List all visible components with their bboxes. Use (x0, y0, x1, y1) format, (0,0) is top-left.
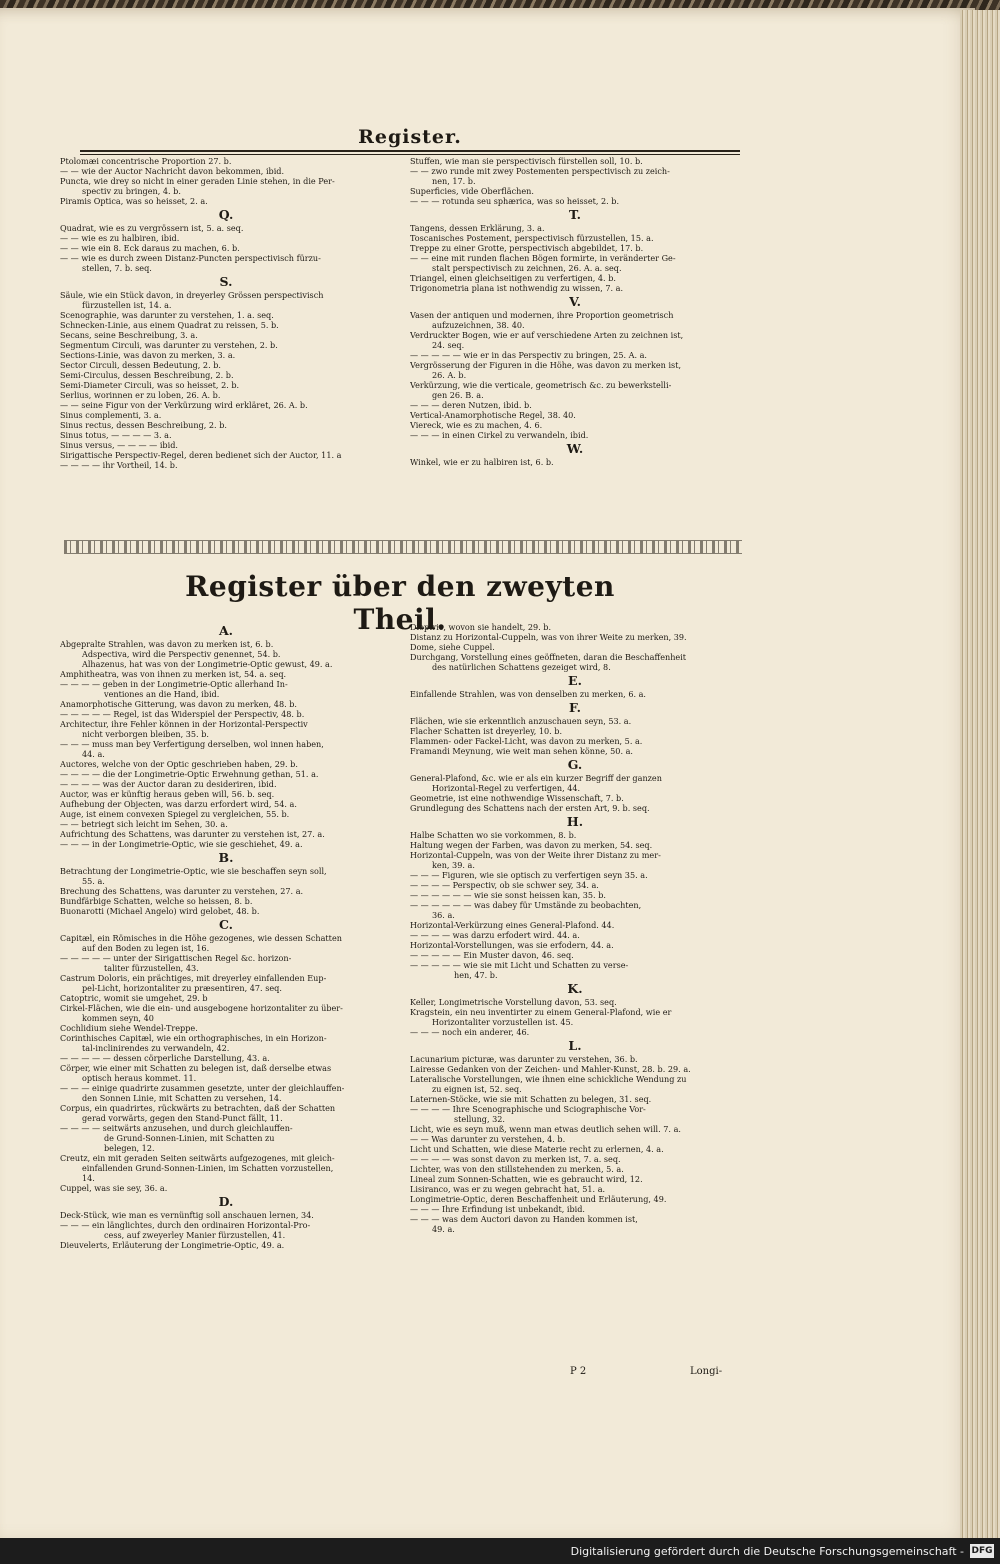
index-entry: — — wie es durch zween Distanz-Puncten perspectivisch fürzu- (60, 253, 321, 263)
index-entry: Licht und Schatten, wie diese Materie recht zu erlernen, 4. a. (410, 1144, 664, 1154)
index-entry: Auctores, welche von der Optic geschrieben haben, 29. b. (60, 759, 298, 769)
index-entry: Einfallende Strahlen, was von denselben zu merken, 6. a. (410, 689, 647, 699)
index-column-bottom-right (410, 622, 740, 1234)
index-entry: — — zwo runde mit zwey Postementen perspectivisch zu zeich- (410, 166, 670, 176)
index-entry: — — — — was sonst davon zu merken ist, 7. a. seq. (410, 1154, 621, 1164)
index-entry: Framandi Meynung, wie weit man sehen könne, 50. a. (410, 746, 633, 756)
index-entry: Tangens, dessen Erklärung, 3. a. (410, 223, 545, 233)
index-entry: Triangel, einen gleichseitigen zu verfertigen, 4. b. (410, 273, 616, 283)
index-entry: gen 26. B. a. (432, 390, 484, 400)
index-entry: den Sonnen Linie, mit Schatten zu versehen, 14. (82, 1093, 282, 1103)
index-entry: Vertical-Anamorphotische Regel, 38. 40. (410, 410, 576, 420)
index-letter-heading: E. (568, 673, 582, 688)
index-entry: Lairesse Gedanken von der Zeichen- und Mahler-Kunst, 28. b. 29. a. (410, 1064, 691, 1074)
index-entry: fürzustellen ist, 14. a. (82, 300, 172, 310)
index-entry: Deck-Stück, wie man es vernünftig soll anschauen lernen, 34. (60, 1210, 314, 1220)
index-entry: Quadrat, wie es zu vergrössern ist, 5. a. seq. (60, 223, 244, 233)
index-entry: optisch heraus kommet. 11. (82, 1073, 197, 1083)
index-letter-heading: W. (566, 441, 584, 456)
index-entry: taliter fürzustellen, 43. (104, 963, 199, 973)
index-entry: — — — muss man bey Verfertigung derselben, wol innen haben, (60, 739, 324, 749)
index-entry: nicht verborgen bleiben, 35. b. (82, 729, 209, 739)
footer-credit: Digitalisierung gefördert durch die Deutsche Forschungsgemeinschaft - (570, 1545, 964, 1558)
index-entry: — — — — die der Longimetrie-Optic Erwehnung gethan, 51. a. (60, 769, 319, 779)
index-entry: General-Plafond, &c. wie er als ein kurzer Begriff der ganzen (410, 773, 662, 783)
index-entry: Lichter, was von den stillstehenden zu merken, 5. a. (410, 1164, 624, 1174)
page-edges (960, 10, 1000, 1538)
index-entry: cess, auf zweyerley Manier fürzustellen, 41. (104, 1230, 286, 1240)
index-entry: — — — einige quadrirte zusammen gesetzte, unter der gleichlauffen- (60, 1083, 345, 1093)
index-entry: Sinus rectus, dessen Beschreibung, 2. b. (60, 420, 227, 430)
index-entry: Toscanisches Postement, perspectivisch fürzustellen, 15. a. (410, 233, 654, 243)
index-entry: Horizontaliter vorzustellen ist. 45. (432, 1017, 574, 1027)
index-entry: 24. seq. (432, 340, 465, 350)
index-entry: — — — — — wie er in das Perspectiv zu bringen, 25. A. a. (410, 350, 647, 360)
index-entry: Secans, seine Beschreibung, 3. a. (60, 330, 198, 340)
index-entry: Cuppel, was sie sey, 36. a. (60, 1183, 168, 1193)
index-entry: Longimetrie-Optic, deren Beschaffenheit und Erläuterung, 49. (410, 1194, 667, 1204)
index-entry: Architectur, ihre Fehler können in der Horizontal-Perspectiv (60, 719, 308, 729)
index-entry: Serlius, worinnen er zu loben, 26. A. b. (60, 390, 221, 400)
signature-mark: P 2 (570, 1366, 587, 1377)
index-entry: — — — rotunda seu sphærica, was so heisset, 2. b. (410, 196, 620, 206)
index-entry: Aufhebung der Objecten, was darzu erfordert wird, 54. a. (60, 799, 297, 809)
index-entry: Sinus versus, — — — — ibid. (60, 440, 178, 450)
index-entry: Flacher Schatten ist dreyerley, 10. b. (410, 726, 563, 736)
index-entry: stellung, 32. (454, 1114, 505, 1124)
index-letter-heading: L. (568, 1038, 582, 1053)
index-entry: Horizontal-Regel zu verfertigen, 44. (432, 783, 581, 793)
index-entry: — — wie ein 8. Eck daraus zu machen, 6. b. (60, 243, 240, 253)
index-letter-heading: G. (567, 757, 583, 772)
index-entry: gerad vorwärts, gegen den Stand-Punct fällt, 11. (82, 1113, 283, 1123)
index-entry: Catoptric, womit sie umgehet, 29. b (60, 993, 208, 1003)
index-entry: stellen, 7. b. seq. (82, 263, 152, 273)
index-entry: Capitæl, ein Römisches in die Höhe gezogenes, wie dessen Schatten (60, 933, 342, 943)
index-entry: Lisiranco, was er zu wegen gebracht hat, 51. a. (410, 1184, 606, 1194)
index-entry: Brechung des Schattens, was darunter zu verstehen, 27. a. (60, 886, 304, 896)
index-entry: Keller, Longimetrische Vorstellung davon, 53. seq. (410, 997, 617, 1007)
index-column-bottom-left (60, 622, 392, 1250)
index-entry: Verdruckter Bogen, wie er auf verschiedene Arten zu zeichnen ist, (410, 330, 684, 340)
index-entry: aufzuzeichnen, 38. 40. (432, 320, 525, 330)
index-entry: Adspectiva, wird die Perspectiv genennet, 54. b. (82, 649, 281, 659)
index-entry: belegen, 12. (104, 1143, 155, 1153)
index-entry: ventiones an die Hand, ibid. (104, 689, 220, 699)
index-entry: Sirigattische Perspectiv-Regel, deren bedienet sich der Auctor, 11. a (60, 450, 342, 460)
index-entry: einfallenden Grund-Sonnen-Linien, im Schatten vorzustellen, (82, 1163, 334, 1173)
index-entry: Licht, wie es seyn muß, wenn man etwas deutlich sehen will. 7. a. (410, 1124, 681, 1134)
index-entry: — — — was dem Auctori davon zu Handen kommen ist, (410, 1214, 638, 1224)
index-entry: Kragstein, ein neu inventirter zu einem General-Plafond, wie er (410, 1007, 672, 1017)
index-entry: pel-Licht, horizontaliter zu præsentiren, 47. seq. (82, 983, 282, 993)
index-entry: Dieuvelerts, Erläuterung der Longimetrie-Optic, 49. a. (60, 1240, 285, 1250)
index-entry: Flammen- oder Fackel-Licht, was davon zu merken, 5. a. (410, 736, 643, 746)
page-title: Register. (358, 126, 462, 148)
index-entry: Scenographie, was darunter zu verstehen, 1. a. seq. (60, 310, 274, 320)
index-entry: 26. A. b. (432, 370, 467, 380)
index-entry: Vasen der antiquen und modernen, ihre Proportion geometrisch (410, 310, 674, 320)
index-entry: zu eignen ist, 52. seq. (432, 1084, 522, 1094)
index-entry: Semi-Circulus, dessen Beschreibung, 2. b. (60, 370, 234, 380)
index-entry: stalt perspectivisch zu zeichnen, 26. A. a. seq. (432, 263, 622, 273)
index-entry: Stuffen, wie man sie perspectivisch fürstellen soll, 10. b. (410, 156, 643, 166)
catchword: Longi- (690, 1366, 723, 1377)
index-entry: Säule, wie ein Stück davon, in dreyerley Grössen perspectivisch (60, 290, 324, 300)
index-letter-heading: Q. (218, 207, 234, 222)
index-entry: — — — — seitwärts anzusehen, und durch gleichlauffen- (60, 1123, 293, 1133)
index-entry: — — — — — Ein Muster davon, 46. seq. (410, 950, 574, 960)
index-entry: — — — — Ihre Scenographische und Sciographische Vor- (410, 1104, 646, 1114)
index-letter-heading: K. (567, 981, 583, 996)
index-entry: Cörper, wie einer mit Schatten zu belegen ist, daß derselbe etwas (60, 1063, 332, 1073)
index-entry: — — wie der Auctor Nachricht davon bekommen, ibid. (60, 166, 285, 176)
index-entry: Creutz, ein mit geraden Seiten seitwärts aufgezogenes, mit gleich- (60, 1153, 335, 1163)
index-entry: Alhazenus, hat was von der Longimetrie-Optic gewust, 49. a. (82, 659, 333, 669)
index-entry: Dioptric, wovon sie handelt, 29. b. (410, 622, 552, 632)
index-entry: Castrum Doloris, ein prächtiges, mit dreyerley einfallenden Eup- (60, 973, 327, 983)
dfg-logo: DFG (971, 1546, 993, 1556)
index-entry: nen, 17. b. (432, 176, 476, 186)
index-entry: — — — — — — was dabey für Umstände zu beobachten, (410, 900, 642, 910)
index-entry: 44. a. (82, 749, 105, 759)
index-entry: Winkel, wie er zu halbiren ist, 6. b. (410, 457, 554, 467)
index-entry: Abgepralte Strahlen, was davon zu merken ist, 6. b. (60, 639, 274, 649)
index-entry: ken, 39. a. (432, 860, 475, 870)
index-entry: auf den Boden zu legen ist, 16. (82, 943, 210, 953)
index-entry: Sector Circuli, dessen Bedeutung, 2. b. (60, 360, 221, 370)
index-entry: de Grund-Sonnen-Linien, mit Schatten zu (104, 1133, 275, 1143)
index-letter-heading: A. (218, 623, 234, 638)
index-entry: Segmentum Circuli, was darunter zu verstehen, 2. b. (60, 340, 278, 350)
index-letter-heading: D. (218, 1194, 234, 1209)
index-entry: kommen seyn, 40 (82, 1013, 154, 1023)
index-entry: Verkürzung, wie die verticale, geometrisch &c. zu bewerkstelli- (410, 380, 672, 390)
index-entry: — — — noch ein anderer, 46. (410, 1027, 530, 1037)
index-entry: — — — in einen Cirkel zu verwandeln, ibid. (410, 430, 589, 440)
index-entry: Horizontal-Verkürzung eines General-Plafond. 44. (410, 920, 615, 930)
index-entry: Dome, siehe Cuppel. (410, 642, 495, 652)
index-entry: Vergrösserung der Figuren in die Höhe, was davon zu merken ist, (410, 360, 682, 370)
ornamental-divider (64, 540, 742, 554)
index-entry: 36. a. (432, 910, 455, 920)
index-entry: Lacunarium picturæ, was darunter zu verstehen, 36. b. (410, 1054, 638, 1064)
index-entry: tal-inclinirendes zu verwandeln, 42. (82, 1043, 230, 1053)
index-entry: Halbe Schatten wo sie vorkommen, 8. b. (410, 830, 577, 840)
index-letter-heading: S. (219, 274, 233, 289)
header-rule (80, 150, 740, 155)
index-entry: Sinus totus, — — — — 3. a. (60, 430, 172, 440)
index-entry: Sinus complementi, 3. a. (60, 410, 162, 420)
index-entry: Flächen, wie sie erkenntlich anzuschauen seyn, 53. a. (410, 716, 632, 726)
index-column-top-right (410, 156, 740, 467)
index-column-top-left (60, 156, 392, 470)
index-entry: Puncta, wie drey so nicht in einer geraden Linie stehen, in die Per- (60, 176, 335, 186)
index-entry: Haltung wegen der Farben, was davon zu merken, 54. seq. (410, 840, 653, 850)
index-entry: Buonarotti (Michael Angelo) wird gelobet, 48. b. (60, 906, 260, 916)
index-entry: 14. (82, 1173, 95, 1183)
index-entry: — — — — ihr Vortheil, 14. b. (60, 460, 178, 470)
index-entry: Ptolomæi concentrische Proportion 27. b. (60, 156, 232, 166)
index-entry: Superficies, vide Oberflächen. (410, 186, 534, 196)
index-entry: Semi-Diameter Circuli, was so heisset, 2. b. (60, 380, 240, 390)
index-entry: — — eine mit runden flachen Bögen formirte, in veränderter Ge- (410, 253, 676, 263)
index-entry: — — wie es zu halbiren, ibid. (60, 233, 180, 243)
index-letter-heading: V. (569, 294, 581, 309)
index-entry: Laternen-Stöcke, wie sie mit Schatten zu belegen, 31. seq. (410, 1094, 652, 1104)
index-entry: Durchgang, Vorstellung eines geöffneten, daran die Beschaffenheit (410, 652, 687, 662)
index-letter-heading: H. (566, 814, 584, 829)
index-entry: Aufrichtung des Schattens, was darunter zu verstehen ist, 27. a. (60, 829, 325, 839)
index-entry: Lineal zum Sonnen-Schatten, wie es gebraucht wird, 12. (410, 1174, 643, 1184)
index-entry: — — — — Perspectiv, ob sie schwer sey, 34. a. (410, 880, 599, 890)
index-entry: Horizontal-Cuppeln, was von der Weite ihrer Distanz zu mer- (410, 850, 661, 860)
index-entry: Corinthisches Capitæl, wie ein orthographisches, in ein Horizon- (60, 1033, 327, 1043)
section-heading: Register über den zweyten Theil. (185, 570, 615, 636)
index-entry: Geometrie, ist eine nothwendige Wissenschaft, 7. b. (410, 793, 624, 803)
index-entry: Sections-Linie, was davon zu merken, 3. a. (60, 350, 236, 360)
index-entry: — — — deren Nutzen, ibid. b. (410, 400, 532, 410)
index-entry: Bundfärbige Schatten, welche so heissen, 8. b. (60, 896, 253, 906)
index-entry: hen, 47. b. (454, 970, 498, 980)
index-entry: Lateralische Vorstellungen, wie ihnen eine schickliche Wendung zu (410, 1074, 687, 1084)
index-entry: — — — Ihre Erfindung ist unbekandt, ibid. (410, 1204, 585, 1214)
index-entry: Grundlegung des Schattens nach der ersten Art, 9. b. seq. (410, 803, 650, 813)
index-entry: Piramis Optica, was so heisset, 2. a. (60, 196, 208, 206)
index-entry: Auge, ist einem convexen Spiegel zu vergleichen, 55. b. (60, 809, 290, 819)
index-entry: Distanz zu Horizontal-Cuppeln, was von ihrer Weite zu merken, 39. (410, 632, 687, 642)
index-entry: spectiv zu bringen, 4. b. (82, 186, 181, 196)
index-entry: — — — — was der Auctor daran zu desideriren, ibid. (60, 779, 277, 789)
index-letter-heading: T. (568, 207, 582, 222)
index-entry: 49. a. (432, 1224, 455, 1234)
index-entry: — — — — — wie sie mit Licht und Schatten zu verse- (410, 960, 629, 970)
index-entry: — — — — — — wie sie sonst heissen kan, 35. b. (410, 890, 606, 900)
index-letter-heading: C. (218, 917, 234, 932)
index-entry: 55. a. (82, 876, 105, 886)
index-entry: Schnecken-Linie, aus einem Quadrat zu reissen, 5. b. (60, 320, 279, 330)
index-entry: Anamorphotische Gitterung, was davon zu merken, 48. b. (60, 699, 297, 709)
index-entry: — — seine Figur von der Verkürzung wird erkläret, 26. A. b. (60, 400, 308, 410)
index-entry: Auctor, was er künftig heraus geben will, 56. b. seq. (60, 789, 275, 799)
running-header (80, 126, 740, 155)
index-entry: Amphitheatra, was von ihnen zu merken ist, 54. a. seq. (60, 669, 287, 679)
index-entry: — — — Figuren, wie sie optisch zu verfertigen seyn 35. a. (410, 870, 648, 880)
index-entry: Cochlidium siehe Wendel-Treppe. (60, 1023, 198, 1033)
index-entry: — — — in der Longimetrie-Optic, wie sie geschiehet, 49. a. (60, 839, 303, 849)
index-entry: Trigonometria plana ist nothwendig zu wissen, 7. a. (410, 283, 624, 293)
index-entry: Horizontal-Vorstellungen, was sie erfodern, 44. a. (410, 940, 614, 950)
index-entry: Cirkel-Flächen, wie die ein- und ausgebogene horizontaliter zu über- (60, 1003, 343, 1013)
index-entry: — — — — was darzu erfodert wird. 44. a. (410, 930, 580, 940)
index-entry: Treppe zu einer Grotte, perspectivisch abgebildet, 17. b. (410, 243, 644, 253)
index-letter-heading: F. (569, 700, 581, 715)
index-entry: — — — — geben in der Longimetrie-Optic allerhand In- (60, 679, 288, 689)
index-entry: — — — — — unter der Sirigattischen Regel &c. horizon- (60, 953, 292, 963)
index-entry: Betrachtung der Longimetrie-Optic, wie sie beschaffen seyn soll, (60, 866, 327, 876)
index-entry: — — — ein länglichtes, durch den ordinairen Horizontal-Pro- (60, 1220, 311, 1230)
index-entry: — — Was darunter zu verstehen, 4. b. (410, 1134, 566, 1144)
index-entry: — — — — — dessen cörperliche Darstellung, 43. a. (60, 1053, 270, 1063)
index-entry: — — — — — Regel, ist das Widerspiel der Perspectiv, 48. b. (60, 709, 305, 719)
index-entry: — — betriegt sich leicht im Sehen, 30. a. (60, 819, 228, 829)
index-letter-heading: B. (218, 850, 234, 865)
index-entry: Corpus, ein quadrirtes, rückwärts zu betrachten, daß der Schatten (60, 1103, 336, 1113)
index-entry: Viereck, wie es zu machen, 4. 6. (410, 420, 543, 430)
index-entry: des natürlichen Schattens gezeiget wird, 8. (432, 662, 611, 672)
